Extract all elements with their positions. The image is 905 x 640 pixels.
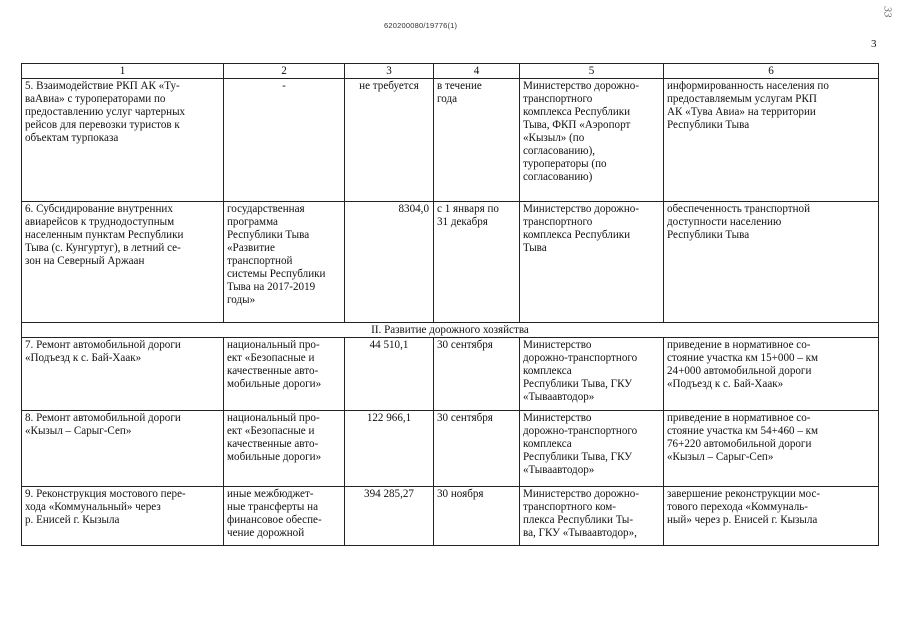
cell-line: авиарейсов к труднодоступным: [25, 216, 175, 228]
table-row: [22, 411, 879, 487]
cell-line: программа: [227, 216, 278, 228]
deadline-cell: [434, 338, 520, 411]
cell-line: Республики Тыва: [667, 229, 750, 241]
cell-line: 122 966,1: [366, 412, 412, 424]
cell-line: плекса Республики Ты-: [523, 514, 634, 526]
amount-cell: [345, 79, 434, 202]
cell-line: ект «Безопасные и: [227, 425, 315, 437]
cell-line: АК «Тува Авиа» на территории: [667, 106, 816, 118]
source-cell: [224, 487, 345, 546]
cell-line: Республики Тыва: [227, 229, 310, 241]
cell-line: комплекса: [523, 438, 572, 450]
cell-line: с 1 января по: [437, 203, 499, 215]
cell-line: Министерство: [523, 412, 592, 424]
cell-line: Министерство: [523, 339, 592, 351]
cell-line: хода «Коммунальный» через: [25, 501, 161, 513]
column-number: 2: [224, 64, 345, 79]
cell-line: обеспеченность транспортной: [667, 203, 811, 215]
cell-line: стояние участка км 54+460 – км: [667, 425, 819, 437]
source-cell: [224, 79, 345, 202]
cell-line: комплекса: [523, 365, 572, 377]
cell-line: «Подъезд к с. Бай-Хаак»: [25, 352, 142, 364]
cell-line: туроператоры (по: [523, 158, 607, 170]
page-number: 3: [871, 38, 877, 50]
cell-line: иные межбюджет-: [227, 488, 314, 500]
responsible-cell: [520, 487, 664, 546]
deadline-cell: [434, 411, 520, 487]
cell-line: согласованию): [523, 171, 593, 183]
amount-cell: [345, 411, 434, 487]
cell-line: «Кызыл – Сарыг-Сеп»: [667, 451, 774, 463]
cell-line: доступности населению: [667, 216, 782, 228]
cell-line: рейсов для перевозки туристов к: [25, 119, 180, 131]
column-number: 6: [664, 64, 879, 79]
cell-line: «Развитие: [227, 242, 275, 254]
responsible-cell: [520, 338, 664, 411]
cell-line: 30 сентября: [437, 339, 493, 351]
cell-line: Министерство дорожно-: [523, 488, 640, 500]
responsible-cell: [520, 411, 664, 487]
cell-line: финансовое обеспе-: [227, 514, 322, 526]
column-number: 3: [345, 64, 434, 79]
cell-line: 5. Взаимодействие РКП АК «Ту-: [25, 80, 180, 92]
result-cell: [664, 487, 879, 546]
cell-line: ваАвиа» с туроператорами по: [25, 93, 166, 105]
cell-line: 9. Реконструкция мостового пере-: [25, 488, 186, 500]
deadline-cell: [434, 202, 520, 323]
table-row: [22, 79, 879, 202]
cell-line: комплекса Республики: [523, 229, 631, 241]
measure-cell: [22, 202, 224, 323]
cell-line: Республики Тыва, ГКУ: [523, 378, 633, 390]
cell-line: согласованию),: [523, 145, 596, 157]
cell-line: «Тываавтодор»: [523, 464, 595, 476]
cell-line: транспортного ком-: [523, 501, 617, 513]
cell-line: предоставляемым услугам РКП: [667, 93, 817, 105]
cell-line: годы»: [227, 294, 256, 306]
cell-line: качественные авто-: [227, 438, 319, 450]
cell-line: Тыва, ФКП «Аэропорт: [523, 119, 631, 131]
cell-line: 8. Ремонт автомобильной дороги: [25, 412, 181, 424]
responsible-cell: [520, 79, 664, 202]
measure-cell: [22, 79, 224, 202]
cell-line: предоставлению услуг чартерных: [25, 106, 186, 118]
source-cell: [224, 411, 345, 487]
cell-line: года: [437, 93, 458, 105]
cell-line: Республики Тыва, ГКУ: [523, 451, 633, 463]
source-cell: [224, 338, 345, 411]
cell-line: национальный про-: [227, 339, 320, 351]
cell-line: качественные авто-: [227, 365, 319, 377]
document-id: 620200080/19776(1): [384, 21, 458, 30]
cell-line: ные трансферты на: [227, 501, 318, 513]
measure-cell: [22, 411, 224, 487]
cell-line: дорожно-транспортного: [523, 352, 638, 364]
cell-line: завершение реконструкции мос-: [667, 488, 821, 500]
source-cell: [224, 202, 345, 323]
table-row: [22, 202, 879, 323]
cell-line: Республики Тыва: [667, 119, 750, 131]
cell-line: национальный про-: [227, 412, 320, 424]
cell-line: «Кызыл» (по: [523, 132, 585, 144]
column-number: 1: [22, 64, 224, 79]
result-cell: [664, 338, 879, 411]
column-number: 4: [434, 64, 520, 79]
amount-cell: [345, 202, 434, 323]
table-row: [22, 487, 879, 546]
result-cell: [664, 411, 879, 487]
section-heading: II. Развитие дорожного хозяйства: [22, 323, 879, 338]
cell-line: информированность населения по: [667, 80, 829, 92]
cell-line: Тыва (с. Кунгуртуг), в летний се-: [25, 242, 181, 254]
deadline-cell: [434, 79, 520, 202]
cell-line: не требуется: [359, 80, 419, 92]
cell-line: «Подъезд к с. Бай-Хаак»: [667, 378, 784, 390]
cell-line: ный» через р. Енисей г. Кызыла: [667, 514, 818, 526]
cell-line: мобильные дороги»: [227, 378, 322, 390]
cell-line: приведение в нормативное со-: [667, 412, 811, 424]
cell-line: стояние участка км 15+000 – км: [667, 352, 819, 364]
result-cell: [664, 202, 879, 323]
cell-line: объектам турпоказа: [25, 132, 119, 144]
cell-line: дорожно-транспортного: [523, 425, 638, 437]
cell-line: 76+220 автомобильной дороги: [667, 438, 812, 450]
cell-line: транспортного: [523, 93, 593, 105]
cell-line: «Кызыл – Сарыг-Сеп»: [25, 425, 132, 437]
cell-line: 24+000 автомобильной дороги: [667, 365, 812, 377]
cell-line: р. Енисей г. Кызыла: [25, 514, 120, 526]
archive-corner-mark: 33: [881, 6, 894, 18]
measure-cell: [22, 338, 224, 411]
cell-line: 44 510,1: [369, 339, 409, 351]
cell-line: «Тываавтодор»: [523, 391, 595, 403]
cell-line: государственная: [227, 203, 305, 215]
amount-cell: [345, 487, 434, 546]
column-number-row: [22, 64, 879, 79]
result-cell: [664, 79, 879, 202]
cell-line: тового перехода «Коммуналь-: [667, 501, 808, 513]
cell-line: комплекса Республики: [523, 106, 631, 118]
cell-line: ва, ГКУ «Тываавтодор»,: [523, 527, 637, 539]
cell-line: Министерство дорожно-: [523, 80, 640, 92]
cell-line: приведение в нормативное со-: [667, 339, 811, 351]
cell-line: населенным пунктам Республики: [25, 229, 184, 241]
cell-line: транспортной: [227, 255, 293, 267]
cell-line: зон на Северный Аржаан: [25, 255, 145, 267]
cell-line: мобильные дороги»: [227, 451, 322, 463]
table-row: [22, 338, 879, 411]
cell-line: 30 ноября: [437, 488, 484, 500]
deadline-cell: [434, 487, 520, 546]
cell-line: чение дорожной: [227, 527, 305, 539]
column-number: 5: [520, 64, 664, 79]
responsible-cell: [520, 202, 664, 323]
amount-cell: [345, 338, 434, 411]
cell-line: -: [282, 80, 286, 92]
cell-line: Тыва: [523, 242, 547, 254]
cell-line: Министерство дорожно-: [523, 203, 640, 215]
measure-cell: [22, 487, 224, 546]
cell-line: транспортного: [523, 216, 593, 228]
cell-line: 30 сентября: [437, 412, 493, 424]
cell-line: ект «Безопасные и: [227, 352, 315, 364]
cell-line: 6. Субсидирование внутренних: [25, 203, 173, 215]
cell-line: системы Республики: [227, 268, 326, 280]
cell-line: Тыва на 2017-2019: [227, 281, 316, 293]
cell-line: 31 декабря: [437, 216, 488, 228]
cell-line: 7. Ремонт автомобильной дороги: [25, 339, 181, 351]
cell-line: в течение: [437, 80, 482, 92]
section-row: [22, 323, 879, 338]
measures-table: [21, 63, 879, 546]
cell-line: 8304,0: [398, 203, 429, 215]
cell-line: 394 285,27: [364, 488, 414, 500]
